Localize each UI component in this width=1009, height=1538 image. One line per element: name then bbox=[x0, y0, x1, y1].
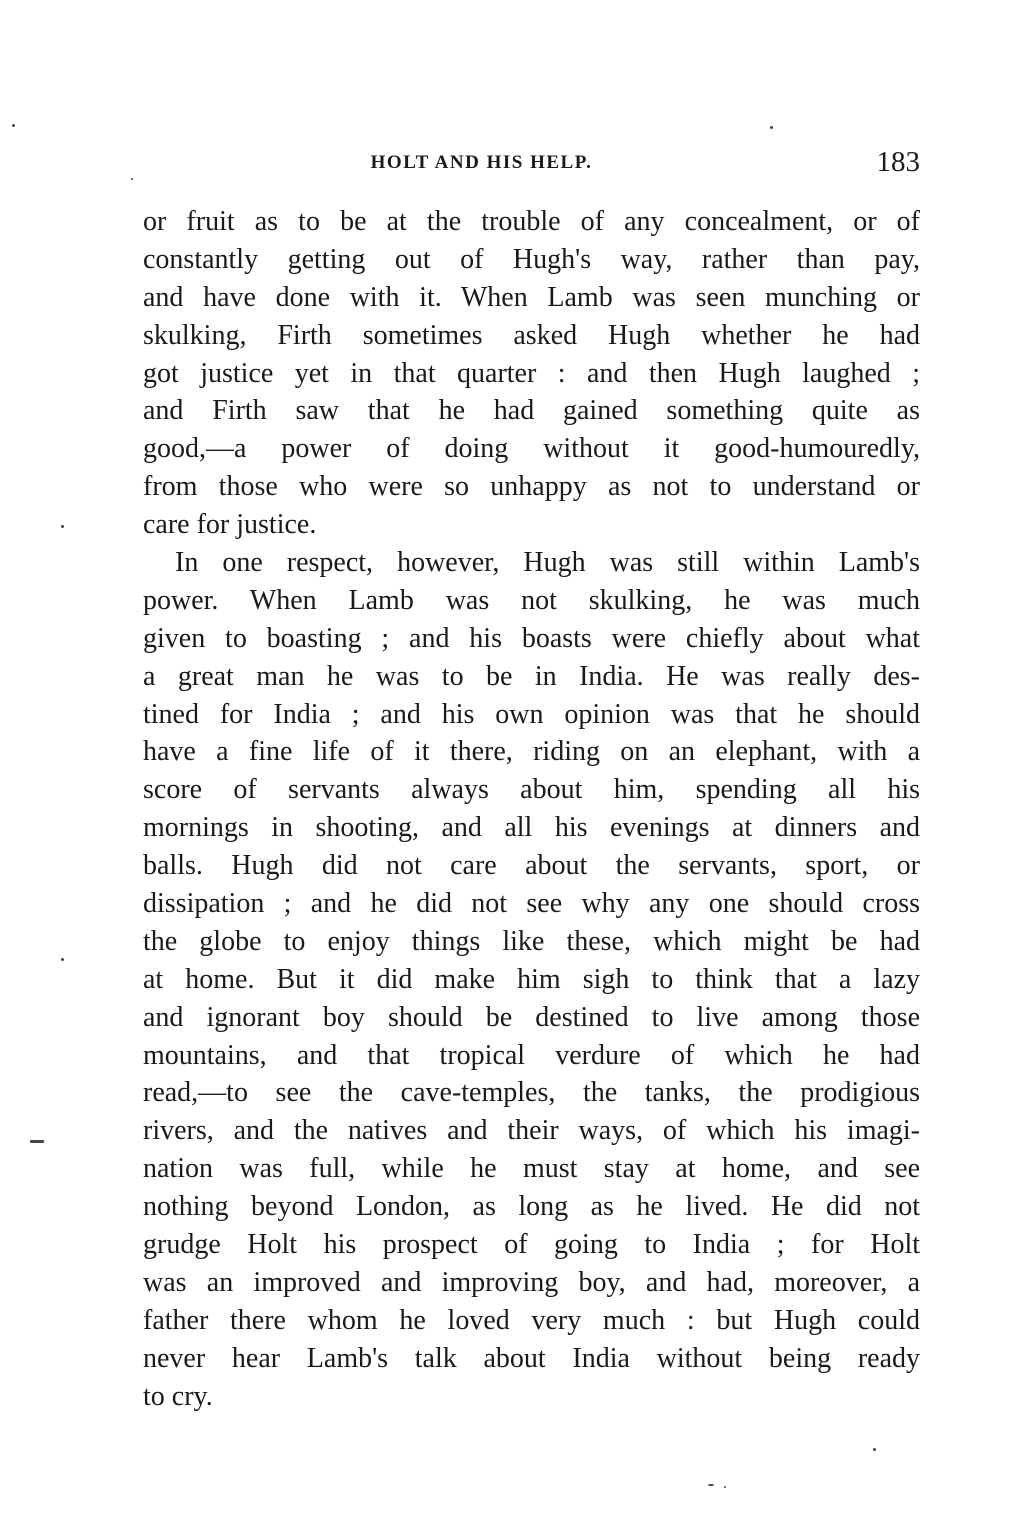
text-line: given to boasting ; and his boasts were chiefly about what bbox=[143, 622, 920, 654]
text-line: never hear Lamb's talk about India without being ready bbox=[143, 1342, 920, 1374]
text-line: the globe to enjoy things like these, which might be had bbox=[143, 925, 920, 957]
paragraph-2 bbox=[143, 544, 920, 1415]
scan-speck bbox=[724, 1486, 726, 1488]
text-line: and Firth saw that he had gained something quite as bbox=[143, 395, 920, 427]
text-line: mornings in shooting, and all his evenings at dinners and bbox=[143, 812, 920, 844]
text-line: skulking, Firth sometimes asked Hugh whether he had bbox=[143, 319, 920, 351]
text-line: nation was full, while he must stay at home, and see bbox=[143, 1153, 920, 1185]
text-line: In one respect, however, Hugh was still within Lamb's bbox=[175, 547, 920, 579]
text-line: a great man he was to be in India. He was really des- bbox=[143, 660, 920, 692]
text-line: power. When Lamb was not skulking, he was much bbox=[143, 584, 920, 616]
text-line: or fruit as to be at the trouble of any concealment, or of bbox=[143, 206, 920, 237]
text-line: mountains, and that tropical verdure of which he had bbox=[143, 1039, 920, 1071]
text-line: score of servants always about him, spending all his bbox=[143, 774, 920, 806]
page-number: 183 bbox=[876, 146, 920, 178]
text-line: grudge Holt his prospect of going to India ; for Holt bbox=[143, 1229, 920, 1261]
text-line: nothing beyond London, as long as he lived. He did not bbox=[143, 1191, 920, 1223]
scan-speck bbox=[708, 1484, 714, 1486]
text-line: from those who were so unhappy as not to understand or bbox=[143, 471, 920, 503]
scan-speck bbox=[770, 126, 773, 129]
scan-speck bbox=[131, 178, 133, 180]
text-line: rivers, and the natives and their ways, of which his imagi- bbox=[143, 1115, 920, 1147]
scan-speck bbox=[12, 124, 15, 127]
scan-speck bbox=[61, 958, 64, 961]
text-line: constantly getting out of Hugh's way, rather than pay, bbox=[143, 243, 920, 275]
text-line: at home. But it did make him sigh to think that a lazy bbox=[143, 963, 920, 995]
text-line: dissipation ; and he did not see why any one should cross bbox=[143, 888, 920, 920]
text-line: to cry. bbox=[143, 1380, 213, 1412]
text-line: balls. Hugh did not care about the servants, sport, or bbox=[143, 850, 920, 882]
scan-speck bbox=[61, 525, 64, 528]
text-line: have a fine life of it there, riding on an elephant, with a bbox=[143, 736, 920, 768]
text-line: care for justice. bbox=[143, 509, 317, 541]
running-head bbox=[143, 146, 920, 182]
text-line: and have done with it. When Lamb was seen munching or bbox=[143, 281, 920, 313]
scan-speck bbox=[30, 1140, 44, 1143]
running-title: HOLT AND HIS HELP. bbox=[370, 152, 593, 173]
text-line: and ignorant boy should be destined to live among those bbox=[143, 1001, 920, 1033]
body-text bbox=[143, 203, 920, 1416]
text-line: tined for India ; and his own opinion was that he should bbox=[143, 698, 920, 730]
text-line: was an improved and improving boy, and had, moreover, a bbox=[143, 1266, 920, 1298]
text-line: father there whom he loved very much : but Hugh could bbox=[143, 1304, 920, 1336]
text-line: good,—a power of doing without it good-humouredly, bbox=[143, 433, 920, 465]
paragraph-1 bbox=[143, 203, 920, 544]
scan-speck bbox=[873, 1448, 876, 1451]
text-line: read,—to see the cave-temples, the tanks, the prodigious bbox=[143, 1077, 920, 1109]
text-line: got justice yet in that quarter : and then Hugh laughed ; bbox=[143, 357, 920, 389]
